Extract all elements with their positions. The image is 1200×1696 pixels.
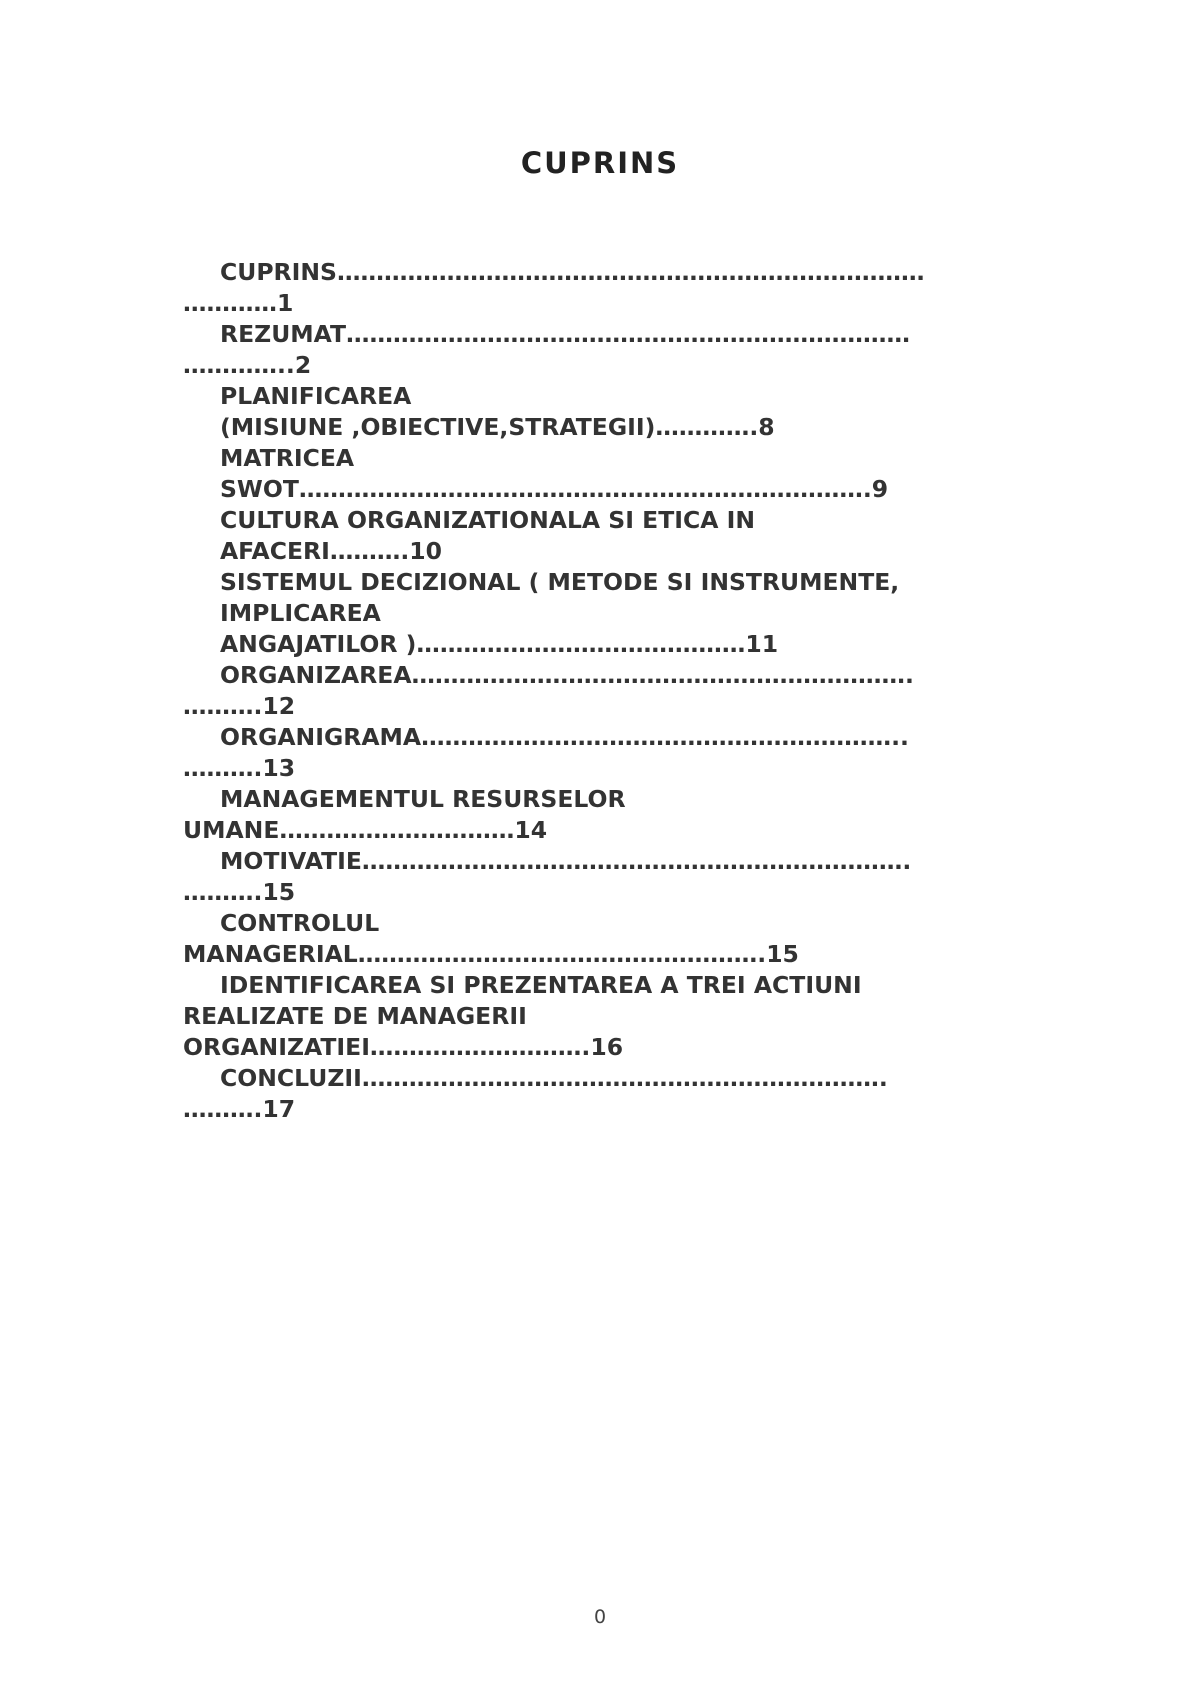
toc-entry-organigrama-cont: ……….13 [183,754,296,782]
toc-entry-controlul: CONTROLUL [220,909,380,937]
page-title: CUPRINS [520,146,680,180]
toc-entry-managementul: MANAGEMENTUL RESURSELOR [220,785,626,813]
toc-entry-rezumat-cont: …………..2 [183,351,312,379]
toc-entry-sistemul-cont2: ANGAJATILOR )……………………………………11 [220,630,779,658]
toc-entry-matricea: MATRICEA [220,444,355,472]
toc-entry-identificarea-cont2: ORGANIZATIEI……………………….16 [183,1033,624,1061]
toc-entry-sistemul-cont: IMPLICAREA [220,599,381,627]
toc-entry-planificarea: PLANIFICAREA [220,382,412,410]
toc-entry-identificarea: IDENTIFICAREA SI PREZENTAREA A TREI ACTIUNI [220,971,862,999]
toc-entry-controlul-cont: MANAGERIAL…………………………………………….15 [183,940,799,968]
toc-entry-motivatie-cont: ……….15 [183,878,296,906]
toc-entry-planificarea-cont: (MISIUNE ,OBIECTIVE,STRATEGII)………….8 [220,413,775,441]
page-number: 0 [593,1606,607,1628]
toc-entry-cuprins-cont: …………1 [183,289,294,317]
toc-entry-cultura: CULTURA ORGANIZATIONALA SI ETICA IN [220,506,756,534]
toc-entry-matricea-cont: SWOT……………………………………………………………….9 [220,475,889,503]
toc-entry-rezumat: REZUMAT……………………………………………………………… [220,320,911,348]
toc-entry-sistemul: SISTEMUL DECIZIONAL ( METODE SI INSTRUMENTE, [220,568,900,596]
toc-entry-cuprins: CUPRINS………………………………………………………………… [220,258,925,286]
toc-entry-concluzii: CONCLUZII…………………………………………………………. [220,1064,888,1092]
toc-entry-concluzii-cont: ……….17 [183,1095,296,1123]
toc-entry-managementul-cont: UMANE…………………………14 [183,816,548,844]
toc-entry-identificarea-cont: REALIZATE DE MANAGERII [183,1002,527,1030]
toc-entry-motivatie: MOTIVATIE……………………………………………………………. [220,847,912,875]
toc-entry-organizarea: ORGANIZAREA………………………………………………………. [220,661,914,689]
toc-entry-organigrama: ORGANIGRAMA…………………………………………………….. [220,723,909,751]
toc-entry-cultura-cont: AFACERI……….10 [220,537,442,565]
toc-entry-organizarea-cont: ……….12 [183,692,296,720]
